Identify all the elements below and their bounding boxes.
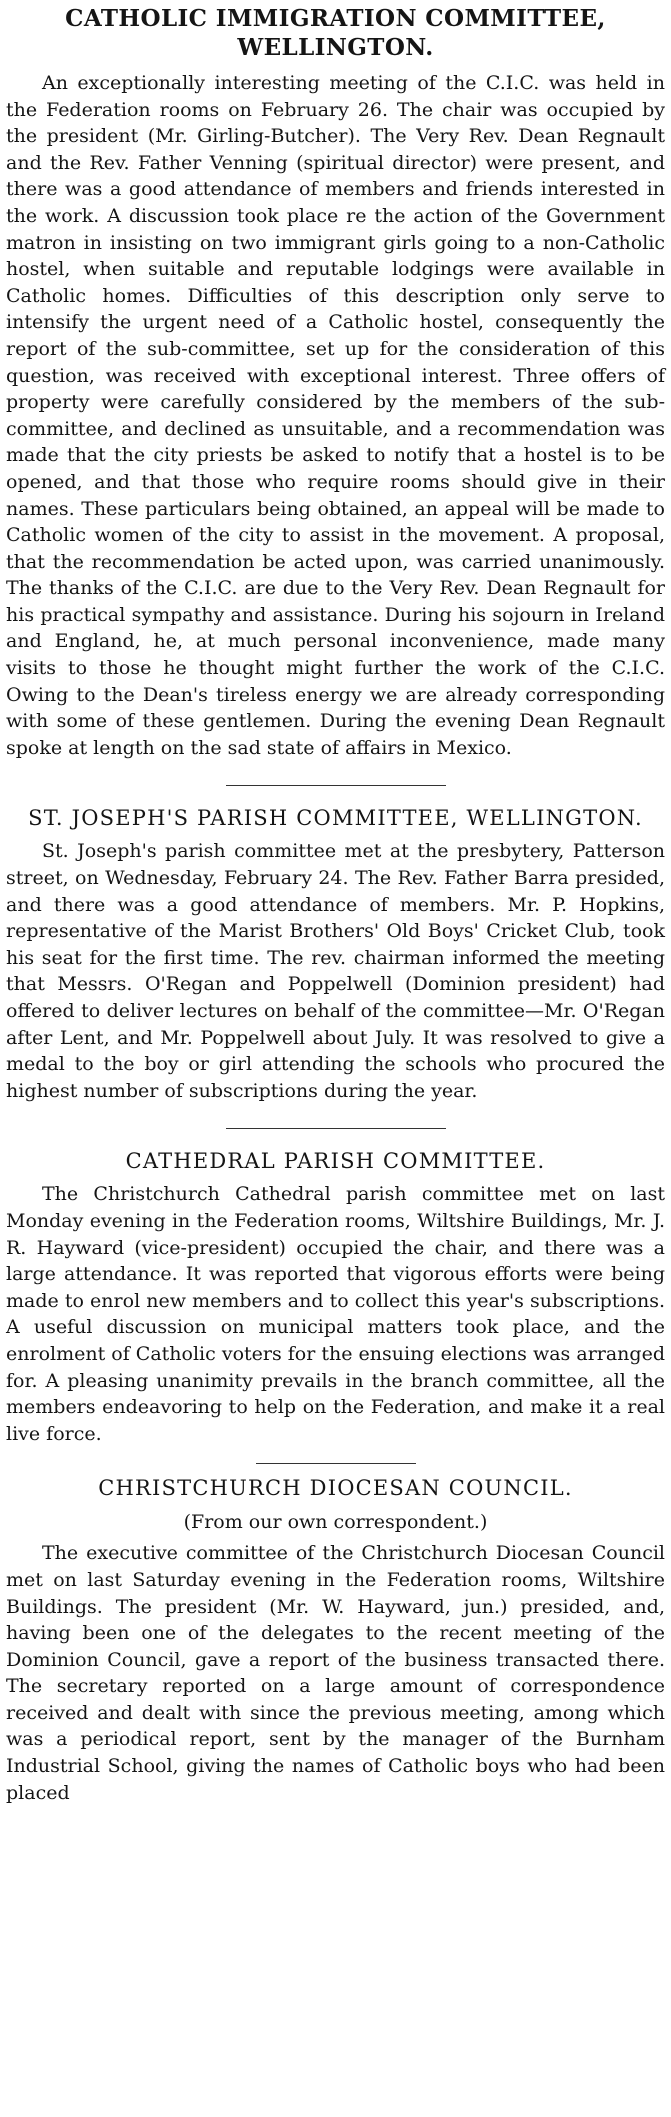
article-headline: CATHEDRAL PARISH COMMITTEE. [125,1149,546,1174]
article-headline: CATHOLIC IMMIGRATION COMMITTEE, WELLINGTON. [65,5,606,61]
article-headline: ST. JOSEPH'S PARISH COMMITTEE, WELLINGTON. [28,806,643,831]
article-paragraph: The executive committee of the Christchurch Diocesan Council met on last Saturday evening in the Federation rooms, Wiltshire Buildings. The president (Mr. W. Hayward, jun.) presided, and, having been one of the delegates to the recent meeting of the Dominion Council, gave a report of the business transacted there. The secretary reported on a large amount of correspondence received and dealt with since the previous meeting, among which was a periodical report, sent by the manager of the Burnham Industrial School, giving the names of Catholic boys who had been placed [6,1542,665,1804]
article-paragraph: St. Joseph's parish committee met at the presbytery, Patterson street, on Wednesday, February 24. The Rev. Father Barra presided, and there was a good attendance of members. Mr. P. Hopkins, representative of the Marist Brothers' Old Boys' Cricket Club, took his seat for the first time. The rev. chairman informed the meeting that Messrs. O'Regan and Poppelwell (Dominion president) had offered to deliver lectures on behalf of the committee—Mr. O'Regan after Lent, and Mr. Poppelwell about July. It was resolved to give a medal to the boy or girl attending the schools who procured the highest number of subscriptions during the year. [6,840,665,1102]
article-cathedral-parish-committee [6,1147,665,1447]
section-divider [256,1463,416,1464]
section-divider [226,785,446,786]
article-headline: CHRISTCHURCH DIOCESAN COUNCIL. [98,1476,573,1501]
section-divider [226,1128,446,1129]
article-catholic-immigration-committee [6,4,665,761]
article-st-josephs-parish-committee [6,804,665,1104]
article-paragraph: The Christchurch Cathedral parish committee met on last Monday evening in the Federation rooms, Wiltshire Buildings, Mr. J. R. Hayward (vice-president) occupied the chair, and there was a large attendance. It was reported that vigorous efforts were being made to enrol new members and to collect this year's subscriptions. A useful discussion on municipal matters took place, and the enrolment of Catholic voters for the ensuing elections was arranged for. A pleasing unanimity prevails in the branch committee, all the members endeavoring to help on the Federation, and make it a real live force. [6,1183,665,1445]
article-paragraph: An exceptionally interesting meeting of the C.I.C. was held in the Federation rooms on February 26. The chair was occupied by the president (Mr. Girling-Butcher). The Very Rev. Dean Regnault and the Rev. Father Venning (spiritual director) were present, and there was a good attendance of members and friends interested in the work. A discussion took place re the action of the Government matron in insisting on two immigrant girls going to a non-Catholic hostel, when suitable and reputable lodgings were available in Catholic homes. Difficulties of this description only serve to intensify the urgent need of a Catholic hostel, consequently the report of the sub-committee, set up for the consideration of this question, was received with exceptional interest. Three offers of property were carefully considered by the members of the sub-committee, and declined as unsuitable, and a recommendation was made that the city priests be asked to notify that a hostel is to be opened, and that those who require rooms should give in their names. These particulars being obtained, an appeal will be made to Catholic women of the city to assist in the movement. A proposal, that the recommendation be acted upon, was carried unanimously. The thanks of the C.I.C. are due to the Very Rev. Dean Regnault for his practical sympathy and assistance. During his sojourn in Ireland and England, he, at much personal inconvenience, made many visits to those he thought might further the work of the C.I.C. Owing to the Dean's tireless energy we are already corresponding with some of these gentlemen. During the evening Dean Regnault spoke at length on the sad state of affairs in Mexico. [6,72,665,759]
article-byline: (From our own correspondent.) [183,1511,488,1534]
article-christchurch-diocesan-council [6,1474,665,1806]
